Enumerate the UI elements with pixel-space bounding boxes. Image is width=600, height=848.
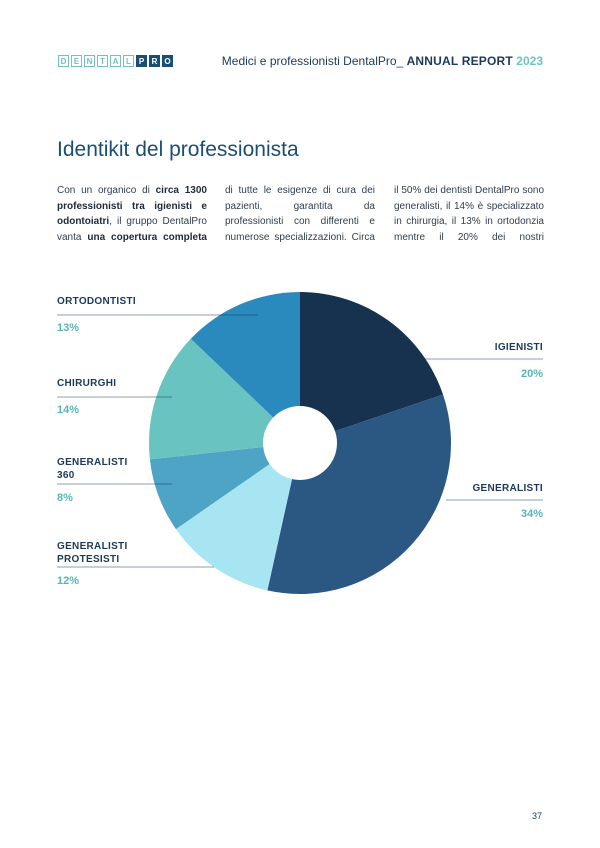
pct-generalisti-protesisti: 12% <box>57 575 80 587</box>
logo-letter: P <box>136 55 147 67</box>
header-year: 2023 <box>516 54 543 68</box>
logo-letter: R <box>149 55 160 67</box>
label-generalisti: GENERALISTI <box>472 483 543 494</box>
logo-letter: A <box>110 55 121 67</box>
body-text: il 50% dei dentisti DentalPro sono generalisti, il 14% è specializzato in chirurgia, il 13% in ortodonzia mentre il 20% dei nostri <box>394 185 544 243</box>
label-chirurghi: CHIRURGHI <box>57 378 117 389</box>
header-report-label: ANNUAL REPORT <box>406 54 513 68</box>
logo-letter: E <box>71 55 82 67</box>
body-bold-text: circa 1300 professionisti tra igienisti e odontoiatri <box>57 185 207 227</box>
page-number: 37 <box>531 811 542 821</box>
body-text: di tutte le esigenze di cura dei pazienti, garantita da professionisti con differenti e numerose specializzazioni. Circa <box>225 185 375 243</box>
logo-letter: T <box>97 55 108 67</box>
logo-letter: N <box>84 55 95 67</box>
body-text: , il gruppo DentalPro vanta <box>57 216 207 243</box>
label-ortodontisti: ORTODONTISTI <box>57 296 136 307</box>
logo-letter: O <box>162 55 173 67</box>
pct-generalisti-360: 8% <box>57 492 73 504</box>
label-igienisti: IGIENISTI <box>494 342 543 353</box>
body-column-flow <box>394 183 544 245</box>
label-generalisti-360: GENERALISTI <box>57 457 128 468</box>
pct-chirurghi: 14% <box>57 404 80 416</box>
label-generalisti-360-line2: 360 <box>57 470 75 481</box>
pct-ortodontisti: 13% <box>57 322 80 334</box>
donut-hole <box>263 406 337 480</box>
body-bold-text: una copertura completa <box>87 231 207 243</box>
body-column-flow <box>225 183 375 245</box>
body-column-2 <box>225 183 375 245</box>
logo-letter: L <box>123 55 134 67</box>
header-subtitle: Medici e professionisti DentalPro_ <box>221 54 404 68</box>
pct-igienisti: 20% <box>520 368 543 380</box>
pct-generalisti: 34% <box>520 508 543 520</box>
body-text: Con un organico di <box>57 185 156 196</box>
body-column-3 <box>394 183 544 245</box>
label-generalisti-protesisti: GENERALISTI <box>57 541 128 552</box>
page-title: Identikit del professionista <box>57 138 299 161</box>
label-generalisti-protesisti-line2: PROTESISTI <box>57 554 120 565</box>
logo-letter: D <box>58 55 69 67</box>
